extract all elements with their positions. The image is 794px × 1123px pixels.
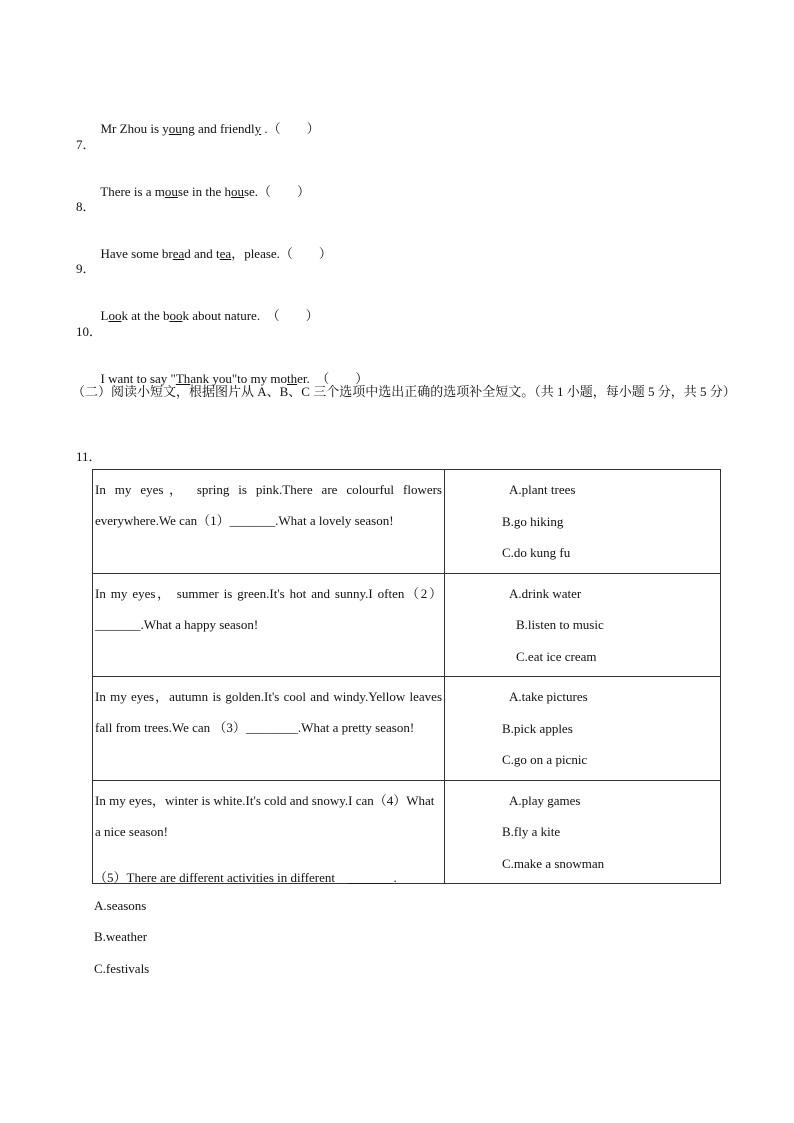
text-part: I want to say " xyxy=(100,371,176,386)
text-part: d and t xyxy=(184,246,220,261)
text-part: ng and friendl xyxy=(181,121,255,136)
underlined-letters: ea xyxy=(172,246,185,261)
underlined-letters: ea xyxy=(219,246,232,261)
options-cell xyxy=(445,677,721,781)
section-title: （二）阅读小短文，根据图片从 A、B、C 三个选项中选出正确的选项补全短文。（共 1 小题，每小题 5 分，共 5 分） xyxy=(72,384,736,399)
text-part: se in the h xyxy=(177,184,231,199)
passage-cell: In my eyes，winter is white.It's cold and snowy.I can（4）What a nice season! xyxy=(93,780,445,884)
answer-bracket: se.（ ） xyxy=(243,184,311,199)
item-7-sentence xyxy=(94,165,310,200)
text-part: Have some br xyxy=(100,246,173,261)
answer-bracket: er. （ ） xyxy=(297,371,369,386)
text-part: Mr Zhou is y xyxy=(100,121,169,136)
underlined-letters: y xyxy=(254,121,262,136)
table-row xyxy=(93,470,721,574)
underlined-letters: Th xyxy=(175,371,191,386)
option-a: A.take pictures xyxy=(509,689,588,704)
q5-option-a: A.seasons xyxy=(94,898,147,913)
underlined-letters: ou xyxy=(168,121,182,136)
option-c: C.make a snowman xyxy=(502,855,605,871)
options-cell xyxy=(445,470,721,574)
answer-bracket: .（ ） xyxy=(261,121,320,136)
option-c: C.go on a picnic xyxy=(502,752,588,767)
item-11-number: 11． xyxy=(76,449,102,464)
item-8-sentence xyxy=(94,227,332,262)
answer-bracket: ，please.（ ） xyxy=(231,246,332,261)
option-a: A.plant trees xyxy=(509,482,576,497)
options-cell xyxy=(445,780,721,884)
text-part: There is a m xyxy=(100,184,165,199)
item-9-number: 9． xyxy=(76,261,96,276)
underlined-letters: th xyxy=(286,371,298,386)
item-10-number: 10． xyxy=(76,324,103,339)
q5-option-b: B.weather xyxy=(94,929,148,944)
item-8-number: 8． xyxy=(76,199,96,214)
option-b: B.listen to music xyxy=(516,617,604,632)
answer-bracket: k about nature. （ ） xyxy=(182,308,319,323)
table-row xyxy=(93,677,721,781)
options-cell xyxy=(445,573,721,677)
item-9-sentence xyxy=(94,289,319,324)
text-part: k at the b xyxy=(121,308,170,323)
option-a: A.drink water xyxy=(509,585,582,601)
item-6-sentence xyxy=(94,102,320,137)
text-part: ank you"to my mo xyxy=(190,371,287,386)
q5-stem: （5）There are different activities in different _______. xyxy=(94,870,397,885)
passage-cell: In my eyes，autumn is golden.It's cool and windy.Yellow leaves fall from trees.We can （3）________.What a pretty season! xyxy=(93,677,445,781)
option-b: B.pick apples xyxy=(502,720,573,736)
item-7-number: 7． xyxy=(76,137,96,152)
underlined-letters: oo xyxy=(108,308,122,323)
option-c: C.eat ice cream xyxy=(516,648,597,664)
text-part: L xyxy=(100,308,109,323)
underlined-letters: ou xyxy=(230,184,244,199)
option-b: B.go hiking xyxy=(502,513,564,529)
reading-table xyxy=(92,469,721,884)
option-a: A.play games xyxy=(509,792,581,808)
passage-cell: In my eyes， summer is green.It's hot and sunny.I often（2）_______.What a happy season! xyxy=(93,573,445,677)
passage-cell: In my eyes， spring is pink.There are colourful flowers everywhere.We can（1）_______.What a lovely season! xyxy=(93,470,445,574)
table-row xyxy=(93,573,721,677)
option-b: B.fly a kite xyxy=(502,824,561,839)
underlined-letters: ou xyxy=(164,184,178,199)
q5-option-c: C.festivals xyxy=(94,961,150,976)
underlined-letters: oo xyxy=(169,308,183,323)
option-c: C.do kung fu xyxy=(502,545,571,560)
